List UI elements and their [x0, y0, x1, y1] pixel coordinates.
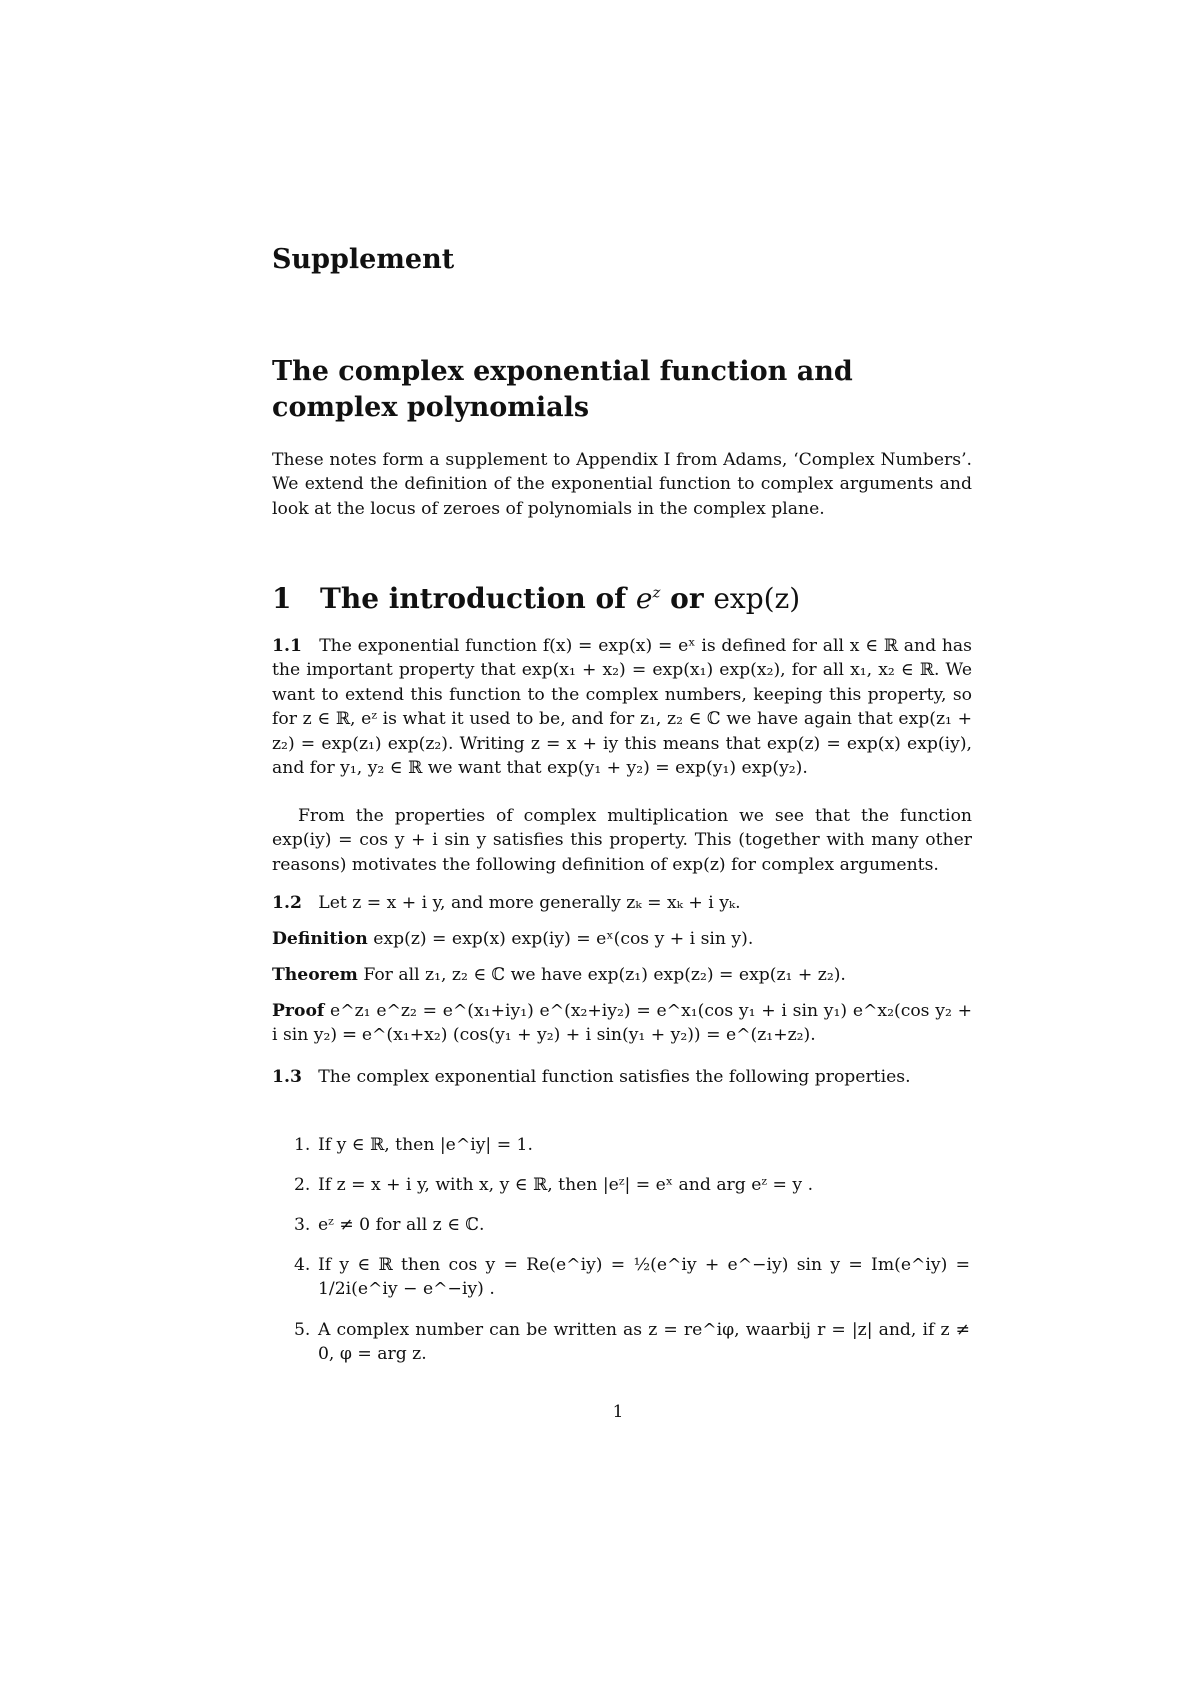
- list-item: [294, 1213, 970, 1237]
- list-item: [294, 1173, 970, 1197]
- paragraph-1-2-text: Let z = x + i y, and more generally zₖ = xₖ + i yₖ.: [318, 893, 741, 913]
- list-item-text: If y ∈ ℝ then cos y = Re(e^iy) = ½(e^iy + e^−iy) sin y = Im(e^iy) = 1/2i(e^iy − e^−iy) .: [318, 1255, 970, 1300]
- document-title: The complex exponential function and complex polynomials: [272, 356, 853, 423]
- definition-paragraph: [272, 927, 972, 951]
- section-title-exp: exp(z): [713, 582, 801, 615]
- list-item-number: 2.: [294, 1175, 311, 1195]
- theorem-paragraph: [272, 963, 972, 987]
- list-item-text: If z = x + i y, with x, y ∈ ℝ, then |eᶻ| = eˣ and arg eᶻ = y .: [318, 1175, 814, 1195]
- list-item-number: 1.: [294, 1135, 311, 1155]
- list-item-number: 5.: [294, 1320, 311, 1340]
- section-number: 1: [272, 582, 292, 615]
- proof-line-2: = e^(x₁+x₂) (cos(y₁ + y₂) + i sin(y₁ + y₂)) = e^(z₁+z₂).: [342, 1025, 816, 1045]
- paragraph-1-1-continued: From the properties of complex multiplication we see that the function exp(iy) = cos y + i sin y satisfies this property. This (together with many other reasons) motivates the following definition of exp(z) for complex arguments.: [272, 806, 972, 875]
- paragraph-1-2: [272, 891, 972, 915]
- section-title-sup: z: [652, 583, 661, 602]
- paragraph-1-2-label: 1.2: [272, 893, 302, 913]
- supplement-heading: Supplement: [272, 244, 455, 275]
- list-item: [294, 1318, 970, 1367]
- proof-label: Proof: [272, 1001, 325, 1021]
- section-title-prefix: The introduction of: [320, 582, 636, 615]
- list-item-number: 3.: [294, 1215, 311, 1235]
- paragraph-1-3-label: 1.3: [272, 1067, 302, 1087]
- definition-text: exp(z) = exp(x) exp(iy) = eˣ(cos y + i sin y).: [367, 929, 754, 949]
- abstract-paragraph: These notes form a supplement to Appendix I from Adams, ‘Complex Numbers’. We extend the definition of the exponential function to complex arguments and look at the locus of zeroes of polynomials in the complex plane.: [272, 450, 972, 519]
- page-number: 1: [612, 1402, 624, 1422]
- list-item-number: 4.: [294, 1255, 311, 1275]
- list-item-text: If y ∈ ℝ, then |e^iy| = 1.: [318, 1135, 533, 1155]
- list-item-text: A complex number can be written as z = re^iφ, waarbij r = |z| and, if z ≠ 0, φ = arg z.: [318, 1320, 970, 1365]
- paragraph-1-1-text: The exponential function f(x) = exp(x) = eˣ is defined for all x ∈ ℝ and has the important property that exp(x₁ + x₂) = exp(x₁) exp(x₂), for all x₁, x₂ ∈ ℝ. We want to extend this function to the complex numbers, keeping this property, so for z ∈ ℝ, eᶻ is what it used to be, and for z₁, z₂ ∈ ℂ we have again that exp(z₁ + z₂) = exp(z₁) exp(z₂). Writing z = x + iy this means that exp(z) = exp(x) exp(iy), and for y₁, y₂ ∈ ℝ we want that exp(y₁ + y₂) = exp(y₁) exp(y₂).: [272, 636, 972, 779]
- section-title: [320, 582, 800, 615]
- paragraph-1-1: [272, 634, 972, 780]
- proof-line-1: e^z₁ e^z₂ = e^(x₁+iy₁) e^(x₂+iy₂) = e^x₁(cos y₁ + i sin y₁) e^x₂(cos y₂ + i sin y₂) =: [272, 1001, 972, 1046]
- definition-label: Definition: [272, 929, 368, 949]
- paragraph-1-3: [272, 1065, 972, 1089]
- list-item: [294, 1133, 970, 1157]
- paragraph-1-1-label: 1.1: [272, 636, 302, 656]
- list-item: [294, 1253, 970, 1302]
- theorem-text: For all z₁, z₂ ∈ ℂ we have exp(z₁) exp(z₂) = exp(z₁ + z₂).: [357, 965, 846, 985]
- section-title-or: or: [660, 582, 714, 615]
- theorem-label: Theorem: [272, 965, 358, 985]
- paragraph-1-3-text: The complex exponential function satisfies the following properties.: [318, 1067, 911, 1087]
- list-item-text: eᶻ ≠ 0 for all z ∈ ℂ.: [318, 1215, 485, 1235]
- section-title-e: e: [635, 582, 653, 615]
